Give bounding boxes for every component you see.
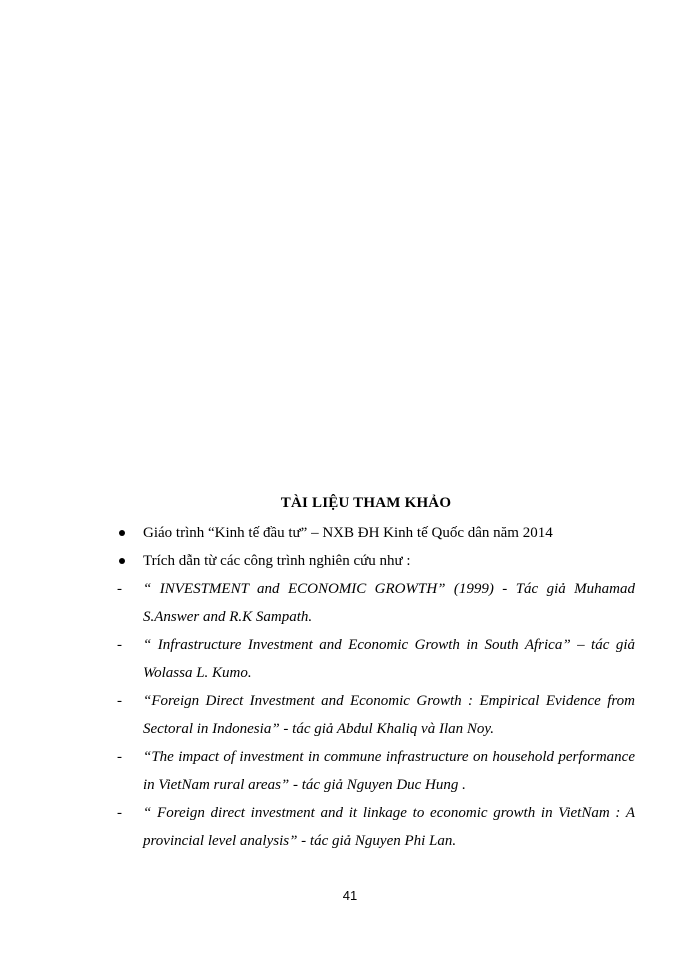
bullet-item-text: Trích dẫn từ các công trình nghiên cứu như : bbox=[143, 553, 411, 569]
references-heading-text: TÀI LIỆU THAM KHẢO bbox=[280, 495, 452, 511]
bullet-item-text: Giáo trình “Kinh tế đầu tư” – NXB ĐH Kinh tế Quốc dân năm 2014 bbox=[143, 525, 553, 541]
bullet-item-textbook bbox=[115, 519, 635, 547]
reference-item bbox=[115, 799, 635, 855]
bullet-icon bbox=[119, 558, 125, 564]
bullet-item-research-works bbox=[115, 547, 635, 575]
references-heading bbox=[0, 495, 700, 512]
dash-icon: - bbox=[117, 749, 122, 765]
reference-item bbox=[115, 631, 635, 687]
dash-icon: - bbox=[117, 637, 122, 653]
reference-item bbox=[115, 687, 635, 743]
reference-item bbox=[115, 743, 635, 799]
page-number: 41 bbox=[342, 888, 358, 903]
reference-text: “The impact of investment in commune infrastructure on household performance in VietNam rural areas” - tác giả Nguyen Duc Hung . bbox=[143, 749, 635, 793]
dash-icon: - bbox=[117, 805, 122, 821]
dash-icon: - bbox=[117, 693, 122, 709]
dash-icon: - bbox=[117, 581, 122, 597]
reference-text: “ Foreign direct investment and it linkage to economic growth in VietNam : A provincial level analysis” - tác giả Nguyen Phi Lan. bbox=[143, 805, 635, 849]
reference-text: “Foreign Direct Investment and Economic Growth : Empirical Evidence from Sectoral in Indonesia” - tác giả Abdul Khaliq và Ilan Noy. bbox=[143, 693, 635, 737]
reference-text: “ INVESTMENT and ECONOMIC GROWTH” (1999) - Tác giả Muhamad S.Answer and R.K Sampath. bbox=[143, 581, 635, 625]
reference-text: “ Infrastructure Investment and Economic Growth in South Africa” – tác giả Wolassa L. Kumo. bbox=[143, 637, 635, 681]
references-list bbox=[115, 519, 635, 855]
bullet-icon bbox=[119, 530, 125, 536]
reference-item bbox=[115, 575, 635, 631]
